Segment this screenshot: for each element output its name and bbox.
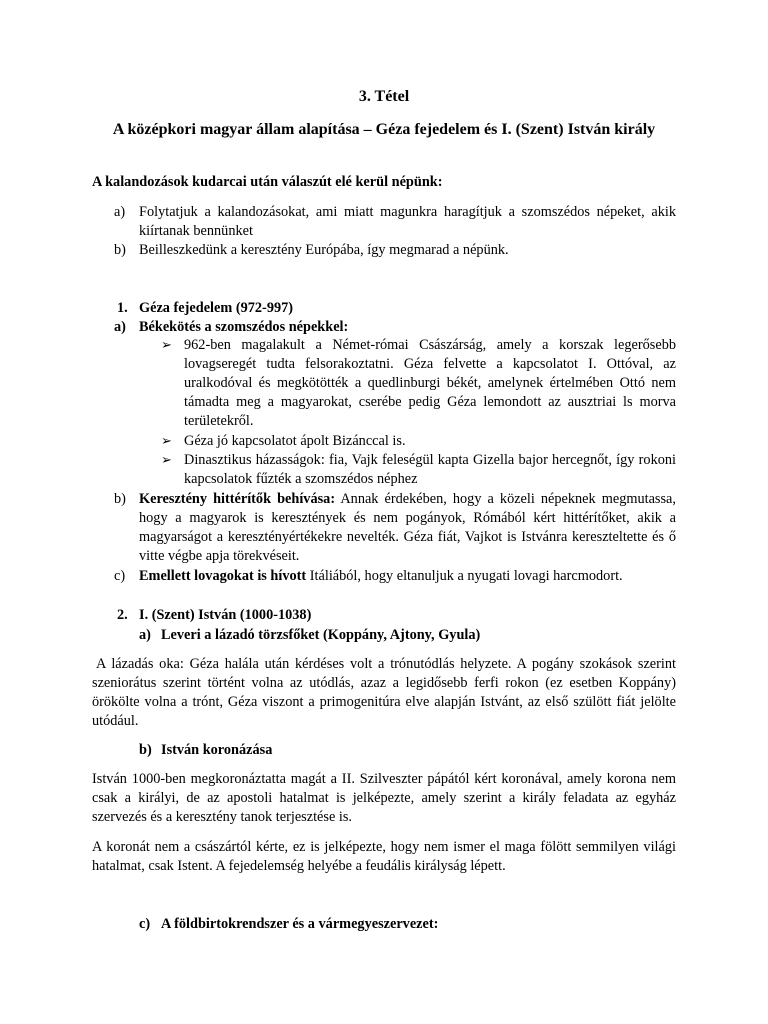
section2-number: 2.: [117, 607, 128, 623]
section1-a-bullet-3: Dinasztikus házasságok: fia, Vajk feleségül kapta Gizella bajor hercegnőt, így rokoni kapcsolatok fűzték a szomszédos néphez: [184, 452, 676, 487]
section1-a-bullet-2: Géza jó kapcsolatot ápolt Bizánccal is.: [184, 433, 406, 449]
section1-c-bold: Emellett lovagokat is hívott: [139, 568, 307, 584]
section2-a-paragraph: A lázadás oka: Géza halála után kérdéses volt a trónutódlás helyzete. A pogány szokások szerint szeniorátus szerint történt volna az utódlás, azaz a legidősebb ferfi rokon (ez esetben Koppány) örökölte volna a trónt, Géza viszont a primogenitúra elve alapján Istvánt, az első szülött fiát jelölte utódául.: [92, 656, 676, 729]
section2-c-label: c): [139, 916, 151, 932]
section2-a-label: a): [139, 627, 151, 643]
section1-number: 1.: [117, 300, 128, 316]
section1-a-label: a): [114, 319, 126, 335]
section1-c-text: Itáliából, hogy eltanuljuk a nyugati lovagi harcmodort.: [309, 568, 623, 584]
intro-option-a-text: Folytatjuk a kalandozásokat, ami miatt magunkra haragítjuk a szomszédos népeket, akik kiírtanak bennünket: [139, 204, 676, 239]
section1-heading: Géza fejedelem (972-997): [139, 300, 294, 316]
intro-option-b-text: Beilleszkedünk a keresztény Európába, így megmarad a népünk.: [139, 242, 509, 258]
intro-option-b-label: b): [114, 242, 126, 258]
section2-b-paragraph-2: A koronát nem a császártól kérte, ez is jelképezte, hogy nem ismer el maga fölött semmilyen világi hatalmat, csak Istent. A fejedelemség helyébe a feudális királyság lépett.: [92, 839, 676, 874]
section1-c-paragraph: [139, 567, 676, 586]
section2-c-heading: A földbirtokrendszer és a vármegyeszervezet:: [161, 916, 439, 932]
section1-b-paragraph: [139, 490, 676, 566]
document-title: A középkori magyar állam alapítása – Géza fejedelem és I. (Szent) István király: [112, 121, 656, 138]
section1-a-heading: Békekötés a szomszédos népekkel:: [139, 319, 349, 335]
section1-b-text: Annak érdekében, hogy a közeli népeknek megmutassa, hogy a magyarok is keresztények és nem pogányok, Rómából kért hittérítőket, akik a magyarságot a keresztényértékekre nevelték. Géza fiát, Vajkot is Istvánra kereszteltette és ő vitte végbe apja törekvéseit.: [139, 491, 676, 564]
section1-b-label: b): [114, 491, 126, 507]
document-number: 3. Tétel: [358, 88, 410, 105]
section2-b-paragraph-1: István 1000-ben megkoronáztatta magát a II. Szilveszter pápától kért koronával, amely korona nem csak a királyi, de az apostoli hatalmat is jelképezte, amely szerint a király feladata az egyház szervezés és a keresztény tanok terjesztése is.: [92, 771, 676, 825]
section2-a-heading: Leveri a lázadó törzsfőket (Koppány, Ajtony, Gyula): [161, 627, 481, 643]
intro-heading: A kalandozások kudarcai után válaszút elé kerül népünk:: [92, 174, 443, 190]
bullet-arrow-icon: ➢: [161, 434, 172, 449]
section2-b-label: b): [139, 742, 152, 758]
section1-b-bold: Keresztény hittérítők behívása:: [139, 491, 336, 507]
section1-c-label: c): [114, 568, 126, 584]
bullet-arrow-icon: ➢: [161, 453, 172, 468]
section2-heading: I. (Szent) István (1000-1038): [139, 607, 312, 623]
section1-a-bullet-1: 962-ben magalakult a Német-római Császárság, amely a korszak legerősebb lovagseregét tudta felsorakoztatni. Géza felvette a kapcsolatot I. Ottóval, az uralkodóval és megkötötték a quedlinburgi békét, amelynek értelmében Ottó nem támadta meg a magyarokat, cserébe pedig Géza lemondott az ausztriai ls morva területekről.: [184, 337, 676, 429]
bullet-arrow-icon: ➢: [161, 338, 172, 353]
section2-b-heading: István koronázása: [161, 742, 273, 758]
intro-option-a-label: a): [114, 204, 126, 220]
